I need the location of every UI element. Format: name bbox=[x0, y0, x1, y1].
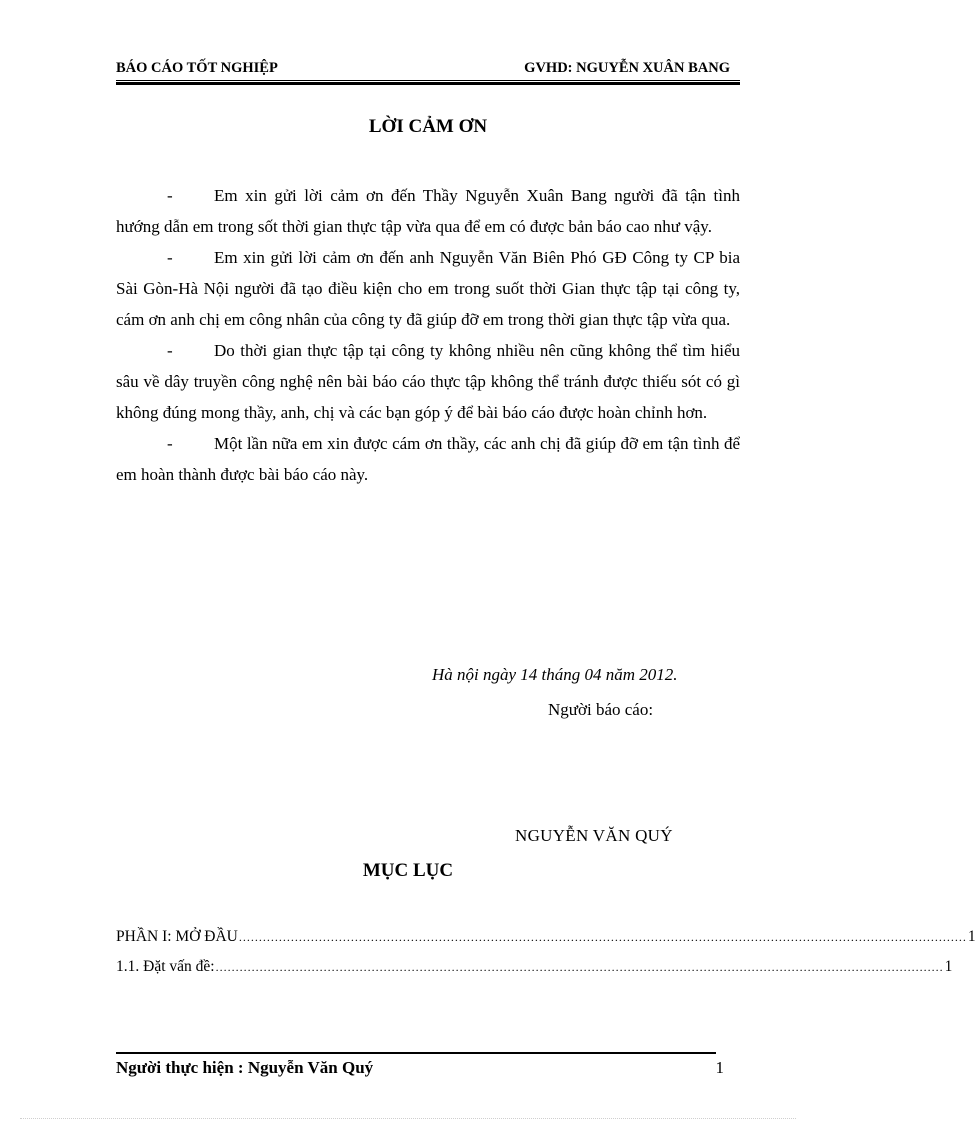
header-report-title: BÁO CÁO TỐT NGHIỆP bbox=[116, 60, 278, 76]
page-bottom-border bbox=[20, 1118, 796, 1119]
footer-page-number: 1 bbox=[715, 1058, 724, 1077]
header-divider bbox=[116, 80, 740, 85]
toc-entry-page: 1 bbox=[967, 928, 976, 945]
toc-entry-label: PHẦN I: MỞ ĐẦU bbox=[116, 928, 238, 945]
paragraph bbox=[116, 335, 740, 428]
toc-entry[interactable] bbox=[116, 928, 976, 950]
acknowledgement-body bbox=[116, 180, 740, 490]
signer-name: NGUYỄN VĂN QUÝ bbox=[515, 826, 673, 845]
page-header bbox=[116, 60, 740, 80]
footer-author: Người thực hiện : Nguyễn Văn Quý bbox=[116, 1058, 374, 1077]
paragraph bbox=[116, 242, 740, 335]
toc-entry-page: 1 bbox=[944, 958, 953, 975]
paragraph-text: Một lần nữa em xin được cám ơn thầy, các anh chị đã giúp đỡ em tận tình để em hoàn thành được bài báo cáo này. bbox=[116, 434, 740, 484]
acknowledgement-title: LỜI CẢM ƠN bbox=[368, 116, 488, 137]
paragraph bbox=[116, 428, 740, 490]
footer-divider bbox=[116, 1052, 716, 1054]
reporter-label: Người báo cáo: bbox=[548, 700, 654, 719]
toc-entry-label: 1.1. Đặt vấn đề: bbox=[116, 958, 215, 975]
paragraph-text: Em xin gửi lời cảm ơn đến Thầy Nguyễn Xuân Bang người đã tận tình hướng dẫn em trong sốt thời gian thực tập vừa qua để em có được bản báo cao như vậy. bbox=[116, 186, 740, 236]
bullet-dash: - bbox=[167, 434, 173, 453]
date-line: Hà nội ngày 14 tháng 04 năm 2012. bbox=[432, 665, 678, 684]
page-footer bbox=[116, 1058, 724, 1078]
header-advisor: GVHD: NGUYỄN XUÂN BANG bbox=[524, 60, 730, 76]
paragraph-text: Do thời gian thực tập tại công ty không nhiều nên cũng không thể tìm hiểu sâu về dây truyền công nghệ nên bài báo cáo thực tập không thể tránh được thiếu sót có gì không đúng mong thầy, anh, chị và các bạn góp ý để bài báo cáo được hoàn chỉnh hơn. bbox=[116, 341, 740, 422]
toc-dot-leader: ...................................................................................................................................................................................... bbox=[238, 930, 967, 944]
toc-dot-leader: ...................................................................................................................................................................................... bbox=[215, 960, 944, 974]
paragraph-text: Em xin gửi lời cảm ơn đến anh Nguyễn Văn Biên Phó GĐ Công ty CP bia Sài Gòn-Hà Nội người đã tạo điều kiện cho em trong suốt thời Gian thực tập tại công ty, cám ơn anh chị em công nhân của công ty đã giúp đỡ em trong thời gian thực tập vừa qua. bbox=[116, 248, 740, 329]
paragraph bbox=[116, 180, 740, 242]
bullet-dash: - bbox=[167, 186, 173, 205]
bullet-dash: - bbox=[167, 341, 173, 360]
toc-title: MỤC LỤC bbox=[362, 860, 454, 881]
toc-entry[interactable] bbox=[116, 958, 953, 980]
bullet-dash: - bbox=[167, 248, 173, 267]
